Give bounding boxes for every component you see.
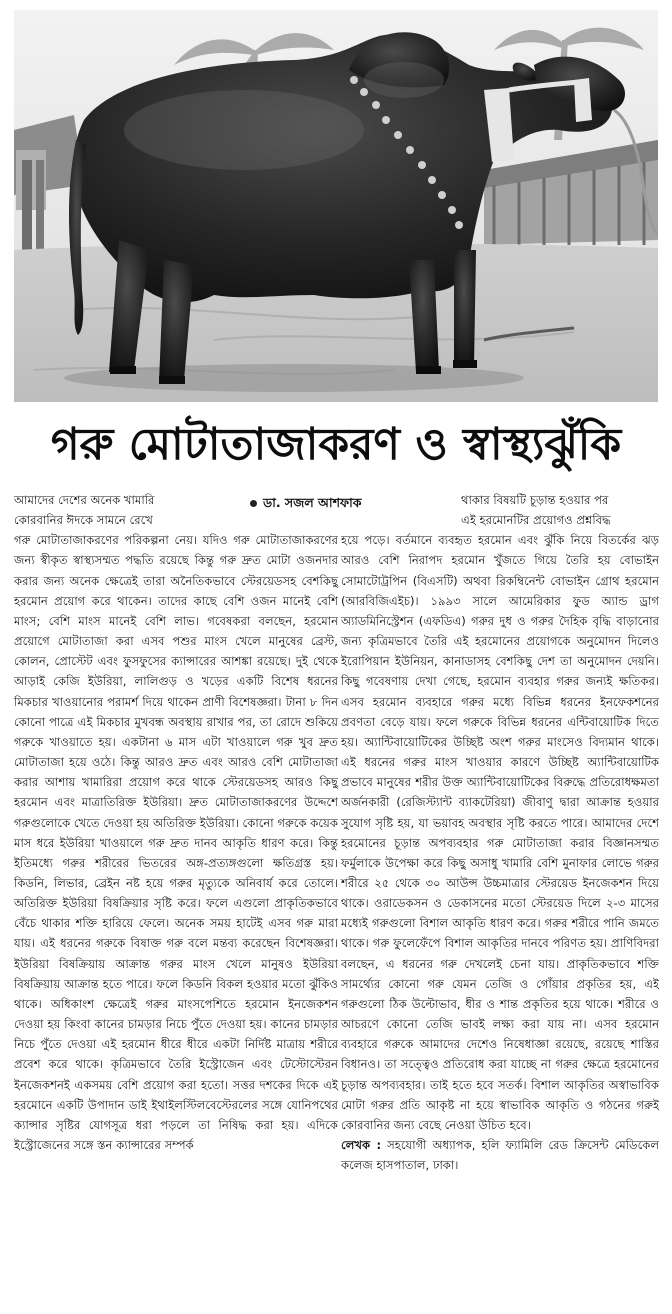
headline (10, 406, 662, 484)
bull-photo (14, 10, 658, 402)
author-note (341, 1135, 659, 1175)
right-column (341, 490, 659, 1175)
left-lead-line-1: আমাদের দেশের অনেক খামারি (14, 493, 155, 507)
headline-text: গরু মোটাতাজাকরণ ও স্বাস্থ্যঝুঁকি (50, 418, 622, 470)
right-lead-line-2: এই হরমোনটির প্রয়োগও প্রশ্নবিদ্ধ (461, 513, 611, 528)
left-body: গরু মোটাতাজাকরণের পরিকল্পনা নেয়। যদিও গরু মোটাতাজাকরণের জন্য স্বীকৃত স্বাস্থ্যসম্মত পদ্ধতি রয়েছে কিন্তু গরু দ্রুত মোটা ওজনদার করার জন্য অনেক ক্ষেত্রেই তারা অনৈতিকভাবে স্টেরয়েডসহ বেশকিছু হরমোন প্রয়োগ করে থাকেন। তাদের কাছে বেশি ওজন মানেই বেশি মাংস; বেশি মাংস মানেই বেশি লাভ। গবেষকরা বলছেন, হরমোন প্রয়োগে মোটাতাজা করা এসব পশুর মাংস খেলে মানুষের ব্রেস্ট, কোলন, প্রোস্টেট এবং ফুসফুসের ক্যান্সারের আশঙ্কা রয়েছে। দুই থেকে আড়াই কেজি ইউরিয়া, লালিগুড় ও খড়ের একটি বিশেষ ধরনের মিকচার খাওয়ানোর পরামর্শ দিয়ে থাকেন প্রাণী বিশেষজ্ঞরা। টানা ৮ দিন কোনো পাত্রে এই মিকচার মুখবন্ধ অবস্থায় রাখার পর, তা রোদে শুকিয়ে গরুকে খাওয়াতে হয়। একটানা ৬ মাস এটা খাওয়ালে গরু খুব দ্রুত মোটাতাজা হয়ে ওঠে। কিন্তু আরও দ্রুত এবং আরও বেশি মোটাতাজা করার আশায় খামারিরা প্রয়োগ করে থাকে স্টেরয়েডসহ আরও কিছু হরমোন এবং মাত্রাতিরিক্ত ইউরিয়া। দ্রুত মোটাতাজাকরণের উদ্দেশে গরুগুলোকে খেতে দেওয়া হয় অতিরিক্ত ইউরিয়া। কোনো গরুকে কয়েক মাস ধরে ইউরিয়া খাওয়ালে গরু দ্রুত দানব আকৃতি ধারণ করে। কিন্তু ইতিমধ্যে গরুর শরীরের ভিতরের অঙ্গ-প্রত্যঙ্গগুলো ক্ষতিগ্রস্ত হয়। কিডনি, লিভার, ব্রেইন নষ্ট হয়ে গরুর মৃত্যুকে অনিবার্য করে তোলে। অতিরিক্ত ইউরিয়া বিষক্রিয়ার সৃষ্টি করে। ফলে এগুলো প্রাকৃতিকভাবে বেঁচে থাকার শক্তি হারিয়ে ফেলে। অনেক সময় হাটেই এসব গরু মারা যায়। এই ধরনের গরুকে বিষাক্ত গরু বলে মন্তব্য করেছেন বিশেষজ্ঞরা। ইউরিয়া বিষক্রিয়ায় আক্রান্ত গরুর মাংস খেলে মানুষও ইউরিয়া বিষক্রিয়ায় আক্রান্ত হতে পারে। ফলে কিডনি বিকল হওয়ার মতো ঝুঁকিও থাকে। অধিকাংশ ক্ষেত্রেই গরুর মাংসপেশিতে হরমোন ইনজেকশন দেওয়া হয় কিংবা কানের চামড়ার নিচে পুঁতে দেওয়া হয়। কানের চামড়ার নিচে পুঁতে দেওয়া এই হরমোন ধীরে ধীরে একটা নির্দিষ্ট মাত্রায় শরীরে প্রবেশ করে থাকে। কৃত্রিমভাবে তৈরি ইস্ট্রোজেন এবং টেস্টোস্টেরন ইনজেকশনই একসময় বেশি প্রয়োগ করা হতো। সত্তর দশকের দিকে এই হরমোনে একটি উপাদান ডাই ইথাইলস্টিলবেস্টেরলের সঙ্গে যোনিপথের ক্যান্সার সৃষ্টির যোগসূত্র ধরা পড়লে তা নিষিদ্ধ করা হয়। এদিকে ইস্ট্রোজেনের সঙ্গে স্তন ক্যান্সারের সম্পর্ক (14, 533, 338, 1152)
left-column (14, 490, 338, 1155)
left-lead-line-2: কোরবানির ঈদকে সামনে রেখে (14, 513, 153, 528)
right-body: হয়ে পড়ে। বর্তমানে ব্যবহৃত হরমোন এবং ঝুঁকি নিয়ে বিতর্কের ঝড় আরও বেশি নিরাপদ হরমোন খুঁজতে গিয়ে তৈরি হয় বোভাইন সোমাটোট্রপিন (বিএসটি) অথবা রিকম্বিনেন্ট বোভাইন গ্রোথ হরমোন (আরবিজিএইচ)। ১৯৯৩ সালে আমেরিকার ফুড অ্যান্ড ড্রাগ অ্যাডমিনিস্ট্রেশন (এফডিএ) গরুর দুধ ও গরুর দৈহিক বৃদ্ধি বাড়ানোর জন্য কৃত্রিমভাবে তৈরি এই হরমোনের প্রয়োগকে অনুমোদন দিলেও ইরোপিয়ান ইউনিয়ন, কানাডাসহ বেশকিছু দেশ তা অনুমোদন দেয়নি। কিছু গবেষণায় দেখা গেছে, হরমোন ব্যবহার গরুর জন্যই ক্ষতিকর। এসব হরমোন ব্যবহারে গরুর মধ্যে বিভিন্ন ধরনের ইনফেকশনের প্রবণতা বেড়ে যায়। ফলে গরুকে বিভিন্ন ধরনের এন্টিবায়োটিক দিতে হয়। অ্যান্টিবায়োটিকের উচ্ছিষ্ট অংশ গরুর মাংসেও বিদ্যমান থাকে। এই ধরনের গরুর মাংস খাওয়ার কারণে উচ্ছিষ্ট অ্যান্টিবায়োটিক প্রভাবে মানুষের শরীর উক্ত অ্যান্টিবায়োটিকের বিরুদ্ধে প্রতিরোধক্ষমতা অর্জনকারী (রেজিস্ট্যান্ট ব্যাকটেরিয়া) জীবাণু দ্বারা আক্রান্ত হওয়ার সুযোগ সৃষ্টি হয়, যা ভয়াবহ অবস্থার সৃষ্টি করতে পারে। আমাদের দেশে হরমোনের চূড়ান্ত অপব্যবহার গরু মোটাতাজা করার বিজ্ঞানসম্মত ফর্মুলাকে উপেক্ষা করে কিছু অসাধু খামারি বেশি মুনাফার লোভে গরুর শরীরে ২৫ থেকে ৩০ আউন্স উচ্চমাত্রার স্টেরয়েড ইনজেকশন দিয়ে থাকে। ওরাডেকসন ও ডেকাসনের মতো স্টেরয়েড দিলে ২-৩ মাসের মধ্যেই গরুগুলো বিশাল আকৃতি ধারণ করে। গরুর শরীরে পানি জমতে থাকে। গরু ফুলেফেঁপে বিশাল আকৃতির দানবে পরিণত হয়। প্রাণিবিদরা বলছেন, এ ধরনের গরু দেখলেই চেনা যায়। প্রাকৃতিকভাবে শক্তি সামর্থ্যের কোনো গরু যেমন তেজি ও গোঁয়ার প্রকৃতির হয়, এই গরুগুলো ঠিক উল্টোভাব, ধীর ও শান্ত প্রকৃতির হয়ে থাকে। শরীরে ও আচরণে কোনো তেজি ভাবই লক্ষ্য করা যায় না। এসব হরমোন ব্যবহারে গরুকে আমাদের দেশেও নিষেধাজ্ঞা রয়েছে, রয়েছে শাস্তির বিধানও। তা সত্ত্বেও প্রতিরোধ করা যাচ্ছে না গরুর ক্ষেত্রে হরমোনের চূড়ান্ত অপব্যবহার। তাই হতে হবে সতর্ক। বিশাল আকৃতির অস্বাভাবিক মোটা গরুর প্রতি আকৃষ্ট না হয়ে স্বাভাবিক আকৃতি ও গঠনের গরুই কোরবানির জন্য বেছে নেওয়া উচিত হবে। (341, 533, 659, 1132)
right-lead-line-1: থাকার বিষয়টি চূড়ান্ত হওয়ার পর (461, 493, 609, 507)
author-label: লেখক : (341, 1138, 382, 1152)
byline-author: ডা. সজল আশফাক (263, 495, 362, 510)
author-text: সহযোগী অধ্যাপক, হলি ফ্যামিলি রেড ক্রিসেন্ট মেডিকেল কলেজ হাসপাতাল, ঢাকা। (341, 1138, 659, 1173)
